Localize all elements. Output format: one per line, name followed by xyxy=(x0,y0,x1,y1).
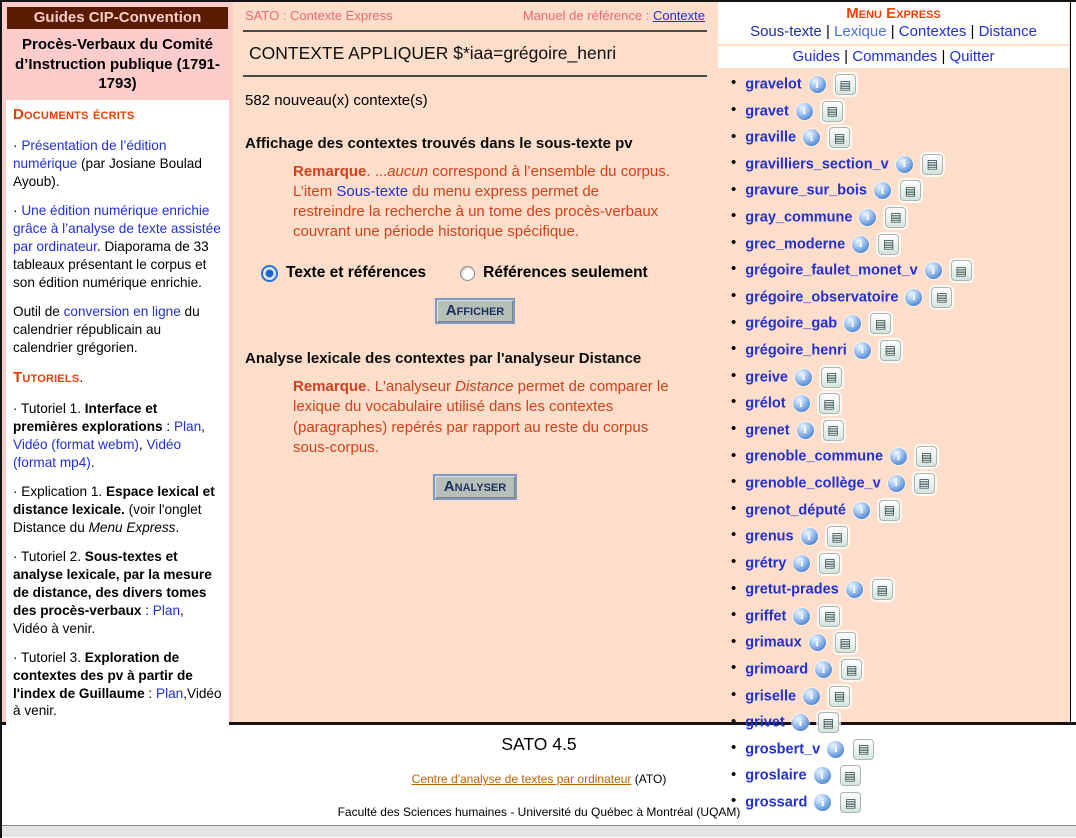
section2-remark xyxy=(293,377,673,457)
analyser-button[interactable]: Analyser xyxy=(433,474,517,500)
index-entry xyxy=(731,500,1070,521)
analyser-button-row xyxy=(243,474,707,500)
document-glyph: ▤ xyxy=(890,210,902,225)
paragraph-tutoriel-2 xyxy=(13,548,222,638)
document-icon[interactable] xyxy=(879,500,900,521)
bullet-icon: • xyxy=(731,712,737,730)
text-segment: Distance xyxy=(455,378,514,396)
index-entry xyxy=(731,473,1070,494)
index-entry xyxy=(731,712,1070,733)
text-segment: · Tutoriel 2. xyxy=(13,548,85,564)
document-icon[interactable] xyxy=(835,74,856,95)
index-entry-link[interactable]: graville xyxy=(745,129,797,146)
info-icon[interactable]: i xyxy=(803,129,820,146)
text-segment: : xyxy=(141,602,153,618)
index-entry-link[interactable]: grenot_député xyxy=(745,501,846,518)
index-entry xyxy=(731,659,1070,680)
index-entry-link[interactable]: grec_moderne xyxy=(745,235,846,252)
guides-title: Guides CIP-Convention xyxy=(7,7,228,29)
info-icon[interactable]: i xyxy=(859,209,876,226)
document-icon[interactable] xyxy=(835,632,856,653)
status-left-label: SATO : Contexte Express xyxy=(245,8,393,23)
paragraph-tutoriel-3 xyxy=(13,649,222,721)
bullet-icon: • xyxy=(731,127,737,145)
document-glyph: ▤ xyxy=(936,290,948,305)
info-icon[interactable]: i xyxy=(905,289,922,306)
text-segment: · xyxy=(13,138,22,154)
bullet-icon: • xyxy=(731,765,737,783)
document-icon[interactable] xyxy=(840,792,861,813)
document-icon[interactable] xyxy=(853,739,874,760)
index-entry-link[interactable]: grenoble_commune xyxy=(745,448,884,465)
index-entry xyxy=(731,234,1070,255)
info-icon[interactable]: i xyxy=(827,741,844,758)
link[interactable]: Contextes xyxy=(898,23,967,40)
index-entry-link[interactable]: grimoard xyxy=(745,661,809,678)
info-icon[interactable]: i xyxy=(795,369,812,386)
index-entry xyxy=(731,579,1070,600)
menu-express-links-row1 xyxy=(718,23,1069,40)
index-entry-link[interactable]: gretut-prades xyxy=(745,581,839,598)
index-entry xyxy=(731,287,1070,308)
index-entry-link[interactable]: griselle xyxy=(745,687,797,704)
document-glyph: ▤ xyxy=(883,237,895,252)
document-icon[interactable] xyxy=(840,765,861,786)
text-segment: . ... xyxy=(366,163,388,180)
info-icon[interactable]: i xyxy=(853,502,870,519)
text-segment: | xyxy=(937,48,950,65)
index-entry xyxy=(731,739,1070,760)
index-entry xyxy=(731,393,1070,414)
link[interactable]: Sous-texte xyxy=(336,183,409,201)
guides-subtitle: Procès-Verbaux du Comité d’Instruction publique (1791-1793) xyxy=(14,36,220,92)
document-glyph: ▤ xyxy=(920,449,933,464)
link[interactable]: Présentation de l’édition numérique xyxy=(13,138,167,172)
document-glyph: ▤ xyxy=(876,582,888,597)
link[interactable]: Plan xyxy=(156,685,184,701)
bottom-scrollbar-strip[interactable] xyxy=(2,825,1076,837)
text-segment: . L'analyseur xyxy=(366,378,456,396)
document-icon[interactable] xyxy=(951,260,972,281)
document-glyph: ▤ xyxy=(858,742,870,757)
document-glyph: ▤ xyxy=(839,77,851,92)
radio-option-label: Références seulement xyxy=(483,264,648,282)
index-entry xyxy=(731,526,1070,547)
bullet-icon: • xyxy=(731,420,737,438)
document-icon[interactable] xyxy=(818,712,839,733)
document-glyph: ▤ xyxy=(833,689,846,704)
index-entry-link[interactable]: grégoire_gab xyxy=(745,315,838,332)
document-glyph: ▤ xyxy=(874,316,887,331)
text-segment: Menu Express xyxy=(88,520,176,536)
index-entry xyxy=(731,127,1070,148)
text-segment: | xyxy=(840,48,853,65)
text-segment: : xyxy=(144,685,156,701)
index-entry xyxy=(731,446,1070,467)
index-entry xyxy=(731,765,1070,786)
text-segment: : xyxy=(162,419,174,435)
index-entry-link[interactable]: grégoire_faulet_monet_v xyxy=(745,262,918,279)
index-entry-link[interactable]: grosbert_v xyxy=(745,741,821,758)
tutoriels-label: Tutoriels xyxy=(13,368,80,386)
document-icon[interactable] xyxy=(900,180,921,201)
divider-top xyxy=(243,30,707,32)
document-glyph: ▤ xyxy=(883,503,896,517)
info-icon[interactable]: i xyxy=(801,528,818,545)
section2-heading: Analyse lexicale des contextes par l'analyseur Distance xyxy=(245,350,642,368)
bullet-icon: • xyxy=(731,233,737,251)
info-icon[interactable]: i xyxy=(797,422,814,439)
index-entry xyxy=(731,632,1070,653)
bullet-icon: • xyxy=(731,74,737,92)
bullet-icon: • xyxy=(731,313,737,331)
info-icon[interactable]: i xyxy=(874,182,891,199)
index-entry xyxy=(731,367,1070,388)
result-count: 582 nouveau(x) contexte(s) xyxy=(245,92,428,109)
index-entry xyxy=(731,74,1070,95)
link[interactable]: conversion en ligne xyxy=(63,303,181,319)
text-segment: | xyxy=(821,23,835,40)
info-icon[interactable]: i xyxy=(846,581,863,598)
info-icon[interactable]: i xyxy=(796,103,813,120)
text-segment: Remarque xyxy=(293,163,367,180)
info-icon[interactable]: i xyxy=(792,714,809,731)
index-entry xyxy=(731,792,1070,813)
document-icon[interactable] xyxy=(841,659,862,680)
info-icon[interactable]: i xyxy=(809,634,826,651)
text-segment: Exploration de contextes des pv à partir de l'index de Guillaume xyxy=(13,649,193,701)
text-segment: permet de comparer le lexique du vocabulaire utilisé dans les contextes (paragraphes) repérés par rapport au reste du corpus sous-corpus. xyxy=(293,378,669,456)
index-entry-link[interactable]: gravet xyxy=(745,102,789,119)
bullet-icon: • xyxy=(731,100,737,118)
info-icon[interactable]: i xyxy=(852,236,869,253)
index-entry xyxy=(731,606,1070,627)
info-icon[interactable]: i xyxy=(925,262,942,279)
status-bar xyxy=(243,8,707,23)
index-entry xyxy=(731,313,1070,334)
info-icon[interactable]: i xyxy=(844,315,861,332)
link[interactable]: Commandes xyxy=(852,48,938,65)
bullet-icon: • xyxy=(731,366,737,384)
index-entry-link[interactable]: grélot xyxy=(745,395,786,412)
footer-app-version: SATO 4.5 xyxy=(501,734,577,754)
bullet-icon: • xyxy=(731,606,737,624)
document-glyph: ▤ xyxy=(822,715,834,730)
document-icon[interactable] xyxy=(931,287,952,308)
document-icon[interactable] xyxy=(872,579,893,600)
document-icon[interactable] xyxy=(922,154,943,175)
paragraph-edition-enrichie xyxy=(13,202,222,292)
index-entry xyxy=(731,260,1070,281)
document-icon[interactable] xyxy=(916,446,937,467)
text-segment: · Tutoriel 3. xyxy=(13,649,85,665)
text-segment: , xyxy=(201,419,205,435)
menu-express-box xyxy=(718,2,1069,44)
bullet-icon: • xyxy=(731,685,737,703)
bullet-icon: • xyxy=(731,499,737,517)
document-glyph: ▤ xyxy=(845,795,857,810)
document-glyph: ▤ xyxy=(824,556,836,571)
link[interactable]: Lexique xyxy=(834,23,887,40)
link[interactable]: Quitter xyxy=(949,48,995,65)
document-icon[interactable] xyxy=(880,340,901,361)
document-icon[interactable] xyxy=(819,606,840,627)
index-entry-link[interactable]: griffet xyxy=(745,608,787,625)
bullet-icon: • xyxy=(731,739,737,757)
info-icon[interactable]: i xyxy=(814,794,831,811)
text-segment: . xyxy=(90,455,95,471)
document-icon[interactable] xyxy=(829,127,850,148)
index-entry-list xyxy=(717,74,1070,813)
info-icon[interactable]: i xyxy=(890,448,907,465)
link[interactable]: Plan xyxy=(152,602,181,618)
afficher-button[interactable]: Afficher xyxy=(435,298,516,324)
divider-command xyxy=(243,75,707,77)
info-icon[interactable]: i xyxy=(793,608,810,625)
section1-remark xyxy=(293,162,673,242)
document-icon[interactable] xyxy=(823,420,844,441)
index-entry xyxy=(731,180,1070,201)
document-glyph: ▤ xyxy=(825,370,838,385)
document-glyph: ▤ xyxy=(918,476,930,491)
bullet-icon: • xyxy=(731,526,737,544)
text-segment: Espace lexical et distance lexicale. xyxy=(13,484,215,518)
document-icon[interactable] xyxy=(870,313,891,334)
index-entry xyxy=(731,340,1070,361)
document-glyph: ▤ xyxy=(955,263,967,278)
text-segment: Sous-textes et analyse lexicale, par la mesure de distance, des divers tomes des procès-verbaux xyxy=(13,548,212,618)
index-entry-link[interactable]: gray_commune xyxy=(745,209,853,226)
document-icon[interactable] xyxy=(914,473,935,494)
menu-express-title: Menu Express xyxy=(846,5,941,22)
info-icon[interactable]: i xyxy=(793,395,810,412)
radio-option[interactable] xyxy=(460,264,648,282)
index-entry-link[interactable]: grégoire_observatoire xyxy=(745,289,899,306)
index-entry xyxy=(731,101,1070,122)
index-entry-link[interactable]: gravelot xyxy=(745,76,802,93)
paragraph-conversion xyxy=(13,303,222,357)
document-glyph: ▤ xyxy=(823,396,835,411)
link[interactable]: Sous-texte xyxy=(750,23,822,40)
bullet-icon: • xyxy=(731,207,737,225)
display-mode-radio-group xyxy=(261,264,707,282)
info-icon[interactable]: i xyxy=(793,555,810,572)
bullet-icon: • xyxy=(731,180,737,198)
document-glyph: ▤ xyxy=(884,343,896,358)
menu-secondary-box xyxy=(718,46,1069,68)
link[interactable]: Vidéo (format webm) xyxy=(13,437,139,453)
text-segment: (par Josiane Boulad Ayoub). xyxy=(13,156,202,190)
menu-express-frame xyxy=(717,2,1071,811)
section-heading-tutoriels xyxy=(13,368,222,388)
bullet-icon: • xyxy=(731,260,737,278)
index-entry xyxy=(731,420,1070,441)
document-icon[interactable] xyxy=(822,101,843,122)
bullet-icon: • xyxy=(731,340,737,358)
guides-content-box xyxy=(6,100,229,737)
text-segment: | xyxy=(966,23,979,40)
text-segment: , Vidéo à venir. xyxy=(13,602,184,636)
footer-faculty-line: Faculté des Sciences humaines - Université du Québec à Montréal (UQAM) xyxy=(337,805,741,819)
paragraph-tutoriel-1 xyxy=(13,400,222,472)
bullet-icon: • xyxy=(731,473,737,491)
index-entry-link[interactable]: gravilliers_section_v xyxy=(745,156,889,173)
document-icon[interactable] xyxy=(819,393,840,414)
link[interactable]: Contexte xyxy=(652,8,705,23)
text-segment: (voir l'onglet Distance du xyxy=(13,502,202,536)
link[interactable]: Distance xyxy=(978,23,1037,40)
paragraph-explication-1 xyxy=(13,483,222,537)
index-entry xyxy=(731,553,1070,574)
radio-button-icon[interactable] xyxy=(460,266,475,281)
text-segment: · Tutoriel 1. xyxy=(13,401,85,417)
info-icon[interactable]: i xyxy=(888,475,905,492)
index-entry-link[interactable]: grossard xyxy=(745,794,808,811)
index-entry-link[interactable]: grenet xyxy=(745,422,790,439)
info-icon[interactable]: i xyxy=(809,76,826,93)
info-icon[interactable]: i xyxy=(815,661,832,678)
document-icon[interactable] xyxy=(827,526,848,547)
radio-option-label: Texte et références xyxy=(286,264,427,282)
command-title: CONTEXTE APPLIQUER $*iaa=grégoire_henri xyxy=(249,43,617,63)
document-icon[interactable] xyxy=(821,367,842,388)
status-right-manual xyxy=(523,8,705,23)
text-segment: . xyxy=(175,520,180,536)
text-segment: · Explication 1. xyxy=(13,484,106,500)
main-frame xyxy=(233,2,717,722)
ato-link[interactable]: Centre d'analyse de textes par ordinateur xyxy=(411,772,632,786)
index-entry-link[interactable]: grenus xyxy=(745,528,794,545)
document-glyph: ▤ xyxy=(833,130,846,145)
bullet-icon: • xyxy=(731,154,737,172)
document-glyph: ▤ xyxy=(831,529,843,544)
bullet-icon: • xyxy=(731,446,737,464)
afficher-button-row xyxy=(243,298,707,324)
bullet-icon: • xyxy=(731,632,737,650)
section1-heading: Affichage des contextes trouvés dans le sous-texte pv xyxy=(245,135,633,152)
bullet-icon: • xyxy=(731,393,737,411)
guides-sidebar xyxy=(2,2,233,722)
bullet-icon: • xyxy=(731,792,737,810)
bullet-icon: • xyxy=(731,553,737,571)
text-segment: | xyxy=(886,23,899,40)
document-icon[interactable] xyxy=(885,207,906,228)
index-entry-link[interactable]: grégoire_henri xyxy=(745,342,847,359)
document-glyph: ▤ xyxy=(926,157,938,172)
paragraph-presentation xyxy=(13,137,222,191)
document-icon[interactable] xyxy=(819,553,840,574)
index-entry-link[interactable]: groslaire xyxy=(745,767,807,784)
index-entry-link[interactable]: gravure_sur_bois xyxy=(745,182,867,199)
bullet-icon: • xyxy=(731,659,737,677)
radio-button-icon[interactable] xyxy=(261,265,278,282)
link[interactable]: Guides xyxy=(792,48,840,65)
ato-suffix: (ATO) xyxy=(631,772,667,786)
document-icon[interactable] xyxy=(829,686,850,707)
index-entry-link[interactable]: grimaux xyxy=(745,634,802,651)
index-entry-link[interactable]: grivet xyxy=(745,714,785,731)
info-icon[interactable]: i xyxy=(896,156,913,173)
document-glyph: ▤ xyxy=(844,768,856,783)
document-glyph: ▤ xyxy=(904,183,917,198)
index-entry-link[interactable]: grétry xyxy=(745,555,787,572)
document-glyph: ▤ xyxy=(826,104,838,119)
text-segment: Remarque xyxy=(293,378,367,396)
index-entry-link[interactable]: greive xyxy=(745,368,788,385)
section-heading-documents: Documents écrits xyxy=(13,105,135,123)
text-segment: du calendrier républicain au calendrier grégorien. xyxy=(13,303,200,355)
link[interactable]: Plan xyxy=(173,419,202,435)
radio-option[interactable] xyxy=(261,264,426,282)
text-segment: · xyxy=(13,203,22,219)
index-entry xyxy=(731,154,1070,175)
tutoriels-period: . xyxy=(79,369,84,385)
info-icon[interactable]: i xyxy=(854,342,871,359)
text-segment: Outil de xyxy=(13,303,64,319)
index-entry-link[interactable]: grenoble_collège_v xyxy=(745,475,881,492)
text-segment: . Diaporama de 33 tableaux présentant le corpus et son édition numérique enrichie. xyxy=(13,238,209,290)
document-glyph: ▤ xyxy=(839,635,851,650)
text-segment: aucun xyxy=(387,163,429,180)
info-icon[interactable]: i xyxy=(803,688,820,705)
document-glyph: ▤ xyxy=(845,662,858,677)
text-segment: , xyxy=(138,437,147,453)
bullet-icon: • xyxy=(731,579,737,597)
document-glyph: ▤ xyxy=(827,423,839,438)
scrollbar-track[interactable] xyxy=(1071,2,1076,722)
link[interactable]: Vidéo (format mp4) xyxy=(13,437,182,471)
document-icon[interactable] xyxy=(878,234,899,255)
index-entry xyxy=(731,686,1070,707)
index-entry xyxy=(731,207,1070,228)
link[interactable]: Une édition numérique enrichie grâce à l’analyse de texte assistée par ordinateur xyxy=(13,203,221,254)
text-segment: Interface et premières explorations xyxy=(13,401,163,435)
info-icon[interactable]: i xyxy=(814,767,831,784)
document-glyph: ▤ xyxy=(824,609,836,624)
text-segment: correspond à l’ensemble du corpus. L’item xyxy=(293,163,670,201)
bullet-icon: • xyxy=(731,287,737,305)
text-segment: ,Vidéo à venir. xyxy=(13,685,222,719)
text-segment: du menu express permet de restreindre la recherche à un tome des procès-verbaux couvrant une période historique spécifique. xyxy=(293,183,659,241)
text-segment: Manuel de référence : xyxy=(522,8,653,23)
